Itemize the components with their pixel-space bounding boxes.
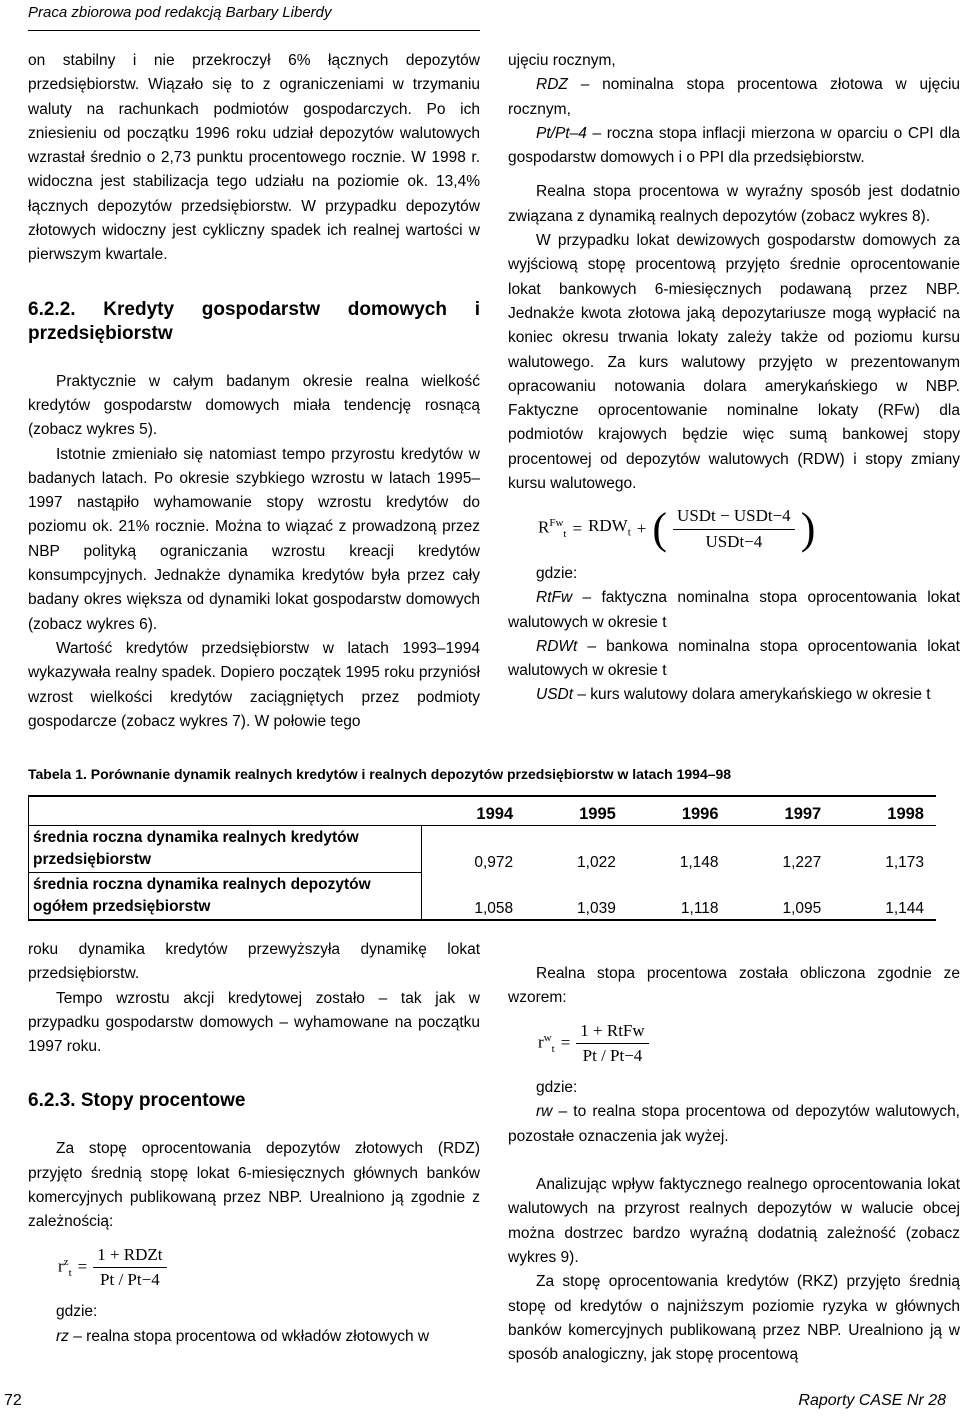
denominator: Pt / Pt−4 bbox=[582, 1045, 643, 1065]
paragraph: Za stopę oprocentowania depozytów złotowych (RDZ) przyjęto średnią stopę lokat 6-miesięcznych głównych banków komercyjnych publikowaną przez NBP. Urealniono ją zgodnie z zależnością: bbox=[28, 1140, 480, 1231]
text-line: ujęciu rocznym, bbox=[508, 52, 616, 69]
comparison-table bbox=[28, 795, 936, 921]
section-heading-622: 6.2.2. Kredyty gospodarstw domowych i przedsiębiorstw bbox=[28, 298, 480, 344]
gdzie-label: gdzie: bbox=[56, 1303, 98, 1321]
header-rule bbox=[28, 30, 480, 31]
right-column-top bbox=[508, 49, 960, 708]
table-cell: 1,227 bbox=[782, 853, 822, 871]
plus-sign: + bbox=[636, 518, 647, 538]
right-column-bottom bbox=[508, 962, 960, 1367]
paragraph: Realna stopa procentowa w wyraźny sposób jest dodatnio związana z dynamiką realnych depozytów (zobacz wykres 8). bbox=[508, 183, 960, 225]
gdzie-label: gdzie: bbox=[536, 1079, 578, 1097]
left-paren: ( bbox=[652, 504, 668, 554]
denominator: Pt / Pt−4 bbox=[100, 1269, 160, 1289]
row-label: średnia roczna dynamika realnych depozytów ogółem przedsiębiorstw bbox=[29, 873, 422, 921]
paragraph: Realna stopa procentowa została obliczona zgodnie ze wzorem: bbox=[508, 965, 960, 1007]
definition-rfw bbox=[508, 586, 960, 635]
header-blank-cell bbox=[29, 796, 422, 826]
table-cell: 1,095 bbox=[731, 873, 834, 921]
definition-text: – faktyczna nominalna stopa oprocentowania lokat walutowych w okresie t bbox=[508, 589, 960, 631]
paragraph: on stabilny i nie przekroczył 6% łącznych depozytów przedsiębiorstw. Wiązało się to z ograniczeniami w trzymaniu waluty na rachunkach podmiotów gospodarczych. Po ich zniesieniu od początku 1996 roku udział depozytów walutowych wzrastał średnio o 2,73 punktu procentowego rocznie. W 1998 r. widoczna jest stabilizacja tego udziału na poziomie ok. 13,4% łącznych depozytów przedsiębiorstw. W przypadku depozytów złotowych widoczny jest cykliczny spadek ich realnej wartości w pierwszym kwartale. bbox=[28, 52, 480, 264]
formula-lhs: $R^{Fw}_t$ bbox=[538, 517, 567, 541]
definition-rdw bbox=[508, 635, 960, 684]
numerator: 1 + RDZt bbox=[93, 1243, 166, 1268]
year-header: 1994 bbox=[422, 796, 526, 826]
table-cell: 1,148 bbox=[679, 853, 719, 871]
formula-fraction bbox=[93, 1243, 166, 1293]
denominator: USDt−4 bbox=[705, 531, 763, 551]
paragraph: Praktycznie w całym badanym okresie realna wielkość kredytów gospodarstw domowych miała tendencję rosnącą (zobacz wykres 5). bbox=[28, 372, 480, 439]
symbol: USDt bbox=[536, 686, 574, 704]
definition-rz bbox=[28, 1325, 480, 1349]
paragraph: W przypadku lokat dewizowych gospodarstw domowych za wyjściową stopę procentową przyjęto średnie oprocentowanie lokat bankowych 6-miesięcznych podawaną przez NBP. Jednakże kwota złotowa jaką depozytariusze mogą wypłacić na koniec okresu trwania lokaty zależy także od poziomu kursu walutowego. Za kurs walutowy przyjęto w prezentowanym opracowaniu notowania dolara amerykańskiego w NBP. Faktyczne oprocentowanie nominalne lokaty (RFw) dla podmiotów krajowych będzie więc sumą bankowej stopy procentowej od depozytów walutowych (RDW) i stopy zmiany kursu walutowego. bbox=[508, 232, 960, 493]
paragraph: Za stopę oprocentowania kredytów (RKZ) przyjęto średnią stopę od kredytów o najniższym poziomie ryzyka w głównych banków komercyjnych publikowaną przez NBP. Urealniono ją w sposób analogiczny, jak stopę procentową bbox=[508, 1273, 960, 1364]
table-row bbox=[29, 826, 937, 873]
table-cell: 1,118 bbox=[628, 873, 731, 921]
definition-text: – roczna stopa inflacji mierzona w oparciu o CPI dla gospodarstw domowych i o PPI dla przedsiębiorstw. bbox=[508, 124, 960, 167]
definition-text: – nominalna stopa procentowa złotowa w ujęciu rocznym, bbox=[508, 76, 960, 118]
formula-lhs: $r^w_t$ bbox=[538, 1031, 555, 1055]
symbol: rw bbox=[536, 1103, 553, 1121]
paragraph: roku dynamika kredytów przewyższyła dynamikę lokat przedsiębiorstw. bbox=[28, 941, 480, 983]
definition-rdz bbox=[508, 73, 960, 122]
symbol: rz bbox=[56, 1327, 69, 1345]
table-cell: 1,058 bbox=[422, 873, 526, 921]
definition-usd bbox=[508, 683, 960, 707]
symbol: RtFw bbox=[536, 589, 573, 607]
definition-text: – realna stopa procentowa od wkładów złotowych w bbox=[73, 1327, 430, 1345]
table-cell: 1,144 bbox=[833, 873, 936, 921]
symbol: RDZ bbox=[536, 76, 568, 94]
formula-rz bbox=[58, 1243, 480, 1293]
formula-rw bbox=[538, 1019, 960, 1069]
table-cell: 1,173 bbox=[885, 853, 924, 871]
table-cell: 1,022 bbox=[577, 853, 616, 871]
paragraph: Istotnie zmieniało się natomiast tempo przyrostu kredytów w badanych latach. Po okresie szybkiego wzrostu w latach 1995–1997 nastąpiło wyhamowanie stopy wzrostu kredytów do poziomu ok. 21% rocznie. Można to wiązać z prowadzoną przez NBP polityką ograniczania wzrostu kreacji kredytów konsumpcyjnych. Jednakże dynamika kredytów była przez cały badany okres większa od dynamiki lokat gospodarstw domowych (zobacz wykres 6). bbox=[28, 445, 480, 633]
paragraph: Wartość kredytów przedsiębiorstw w latach 1993–1994 wykazywała realny spadek. Dopiero początek 1995 roku przyniósł wzrost wielkości kredytów zaciągniętych przez podmioty gospodarcze (zobacz wykres 7). W połowie tego bbox=[28, 639, 480, 730]
section-heading-623: 6.2.3. Stopy procentowe bbox=[28, 1090, 246, 1112]
formula-lhs: $r^z_t$ bbox=[58, 1255, 72, 1279]
equals-sign: = bbox=[572, 518, 583, 538]
symbol: Pt/Pt–4 bbox=[536, 124, 587, 142]
row-label: średnia roczna dynamika realnych kredytów przedsiębiorstw bbox=[29, 826, 422, 873]
table-cell: 0,972 bbox=[474, 853, 514, 871]
year-header: 1997 bbox=[731, 796, 834, 826]
gdzie-label: gdzie: bbox=[536, 564, 578, 582]
table-cell: 1,039 bbox=[525, 873, 628, 921]
table-row bbox=[29, 873, 937, 921]
series-name: Raporty CASE Nr 28 bbox=[798, 1392, 946, 1409]
numerator: USDt − USDt−4 bbox=[673, 504, 795, 529]
definition-pt bbox=[508, 122, 960, 171]
table-caption: Tabela 1. Porównanie dynamik realnych kredytów i realnych depozytów przedsiębiorstw w latach 1994–98 bbox=[28, 766, 732, 782]
definition-rw bbox=[508, 1100, 960, 1149]
year-header: 1998 bbox=[833, 796, 936, 826]
left-column-bottom bbox=[28, 938, 480, 1349]
formula-fraction bbox=[576, 1019, 648, 1069]
left-column-top bbox=[28, 49, 480, 734]
symbol: RDWt bbox=[536, 637, 578, 655]
page-number: 72 bbox=[4, 1392, 22, 1409]
formula-rdw: $RDW_t$ bbox=[588, 515, 631, 539]
right-paren: ) bbox=[800, 504, 816, 554]
definition-text: – to realna stopa procentowa od depozytów walutowych, pozostałe oznaczenia jak wyżej. bbox=[508, 1103, 960, 1145]
table-header-row bbox=[29, 796, 937, 826]
paragraph: Analizując wpływ faktycznego realnego oprocentowania lokat walutowych na przyrost realnych depozytów w walucie obcej można dostrzec bardzo wyraźną dodatnią zależność (zobacz wykres 9). bbox=[508, 1176, 960, 1266]
equals-sign: = bbox=[560, 1033, 571, 1053]
year-header: 1995 bbox=[525, 796, 628, 826]
formula-rfw bbox=[538, 504, 960, 554]
definition-text: – kurs walutowy dolara amerykańskiego w okresie t bbox=[577, 686, 931, 704]
running-header: Praca zbiorowa pod redakcją Barbary Liberdy bbox=[28, 4, 332, 21]
paragraph: Tempo wzrostu akcji kredytowej zostało – tak jak w przypadku gospodarstw domowych – wyhamowane na początku 1997 roku. bbox=[28, 989, 480, 1056]
formula-fraction bbox=[673, 504, 795, 554]
definition-text: – bankowa nominalna stopa oprocentowania lokat walutowych w okresie t bbox=[508, 637, 960, 680]
equals-sign: = bbox=[77, 1257, 88, 1277]
numerator: 1 + RtFw bbox=[576, 1019, 648, 1044]
year-header: 1996 bbox=[628, 796, 731, 826]
